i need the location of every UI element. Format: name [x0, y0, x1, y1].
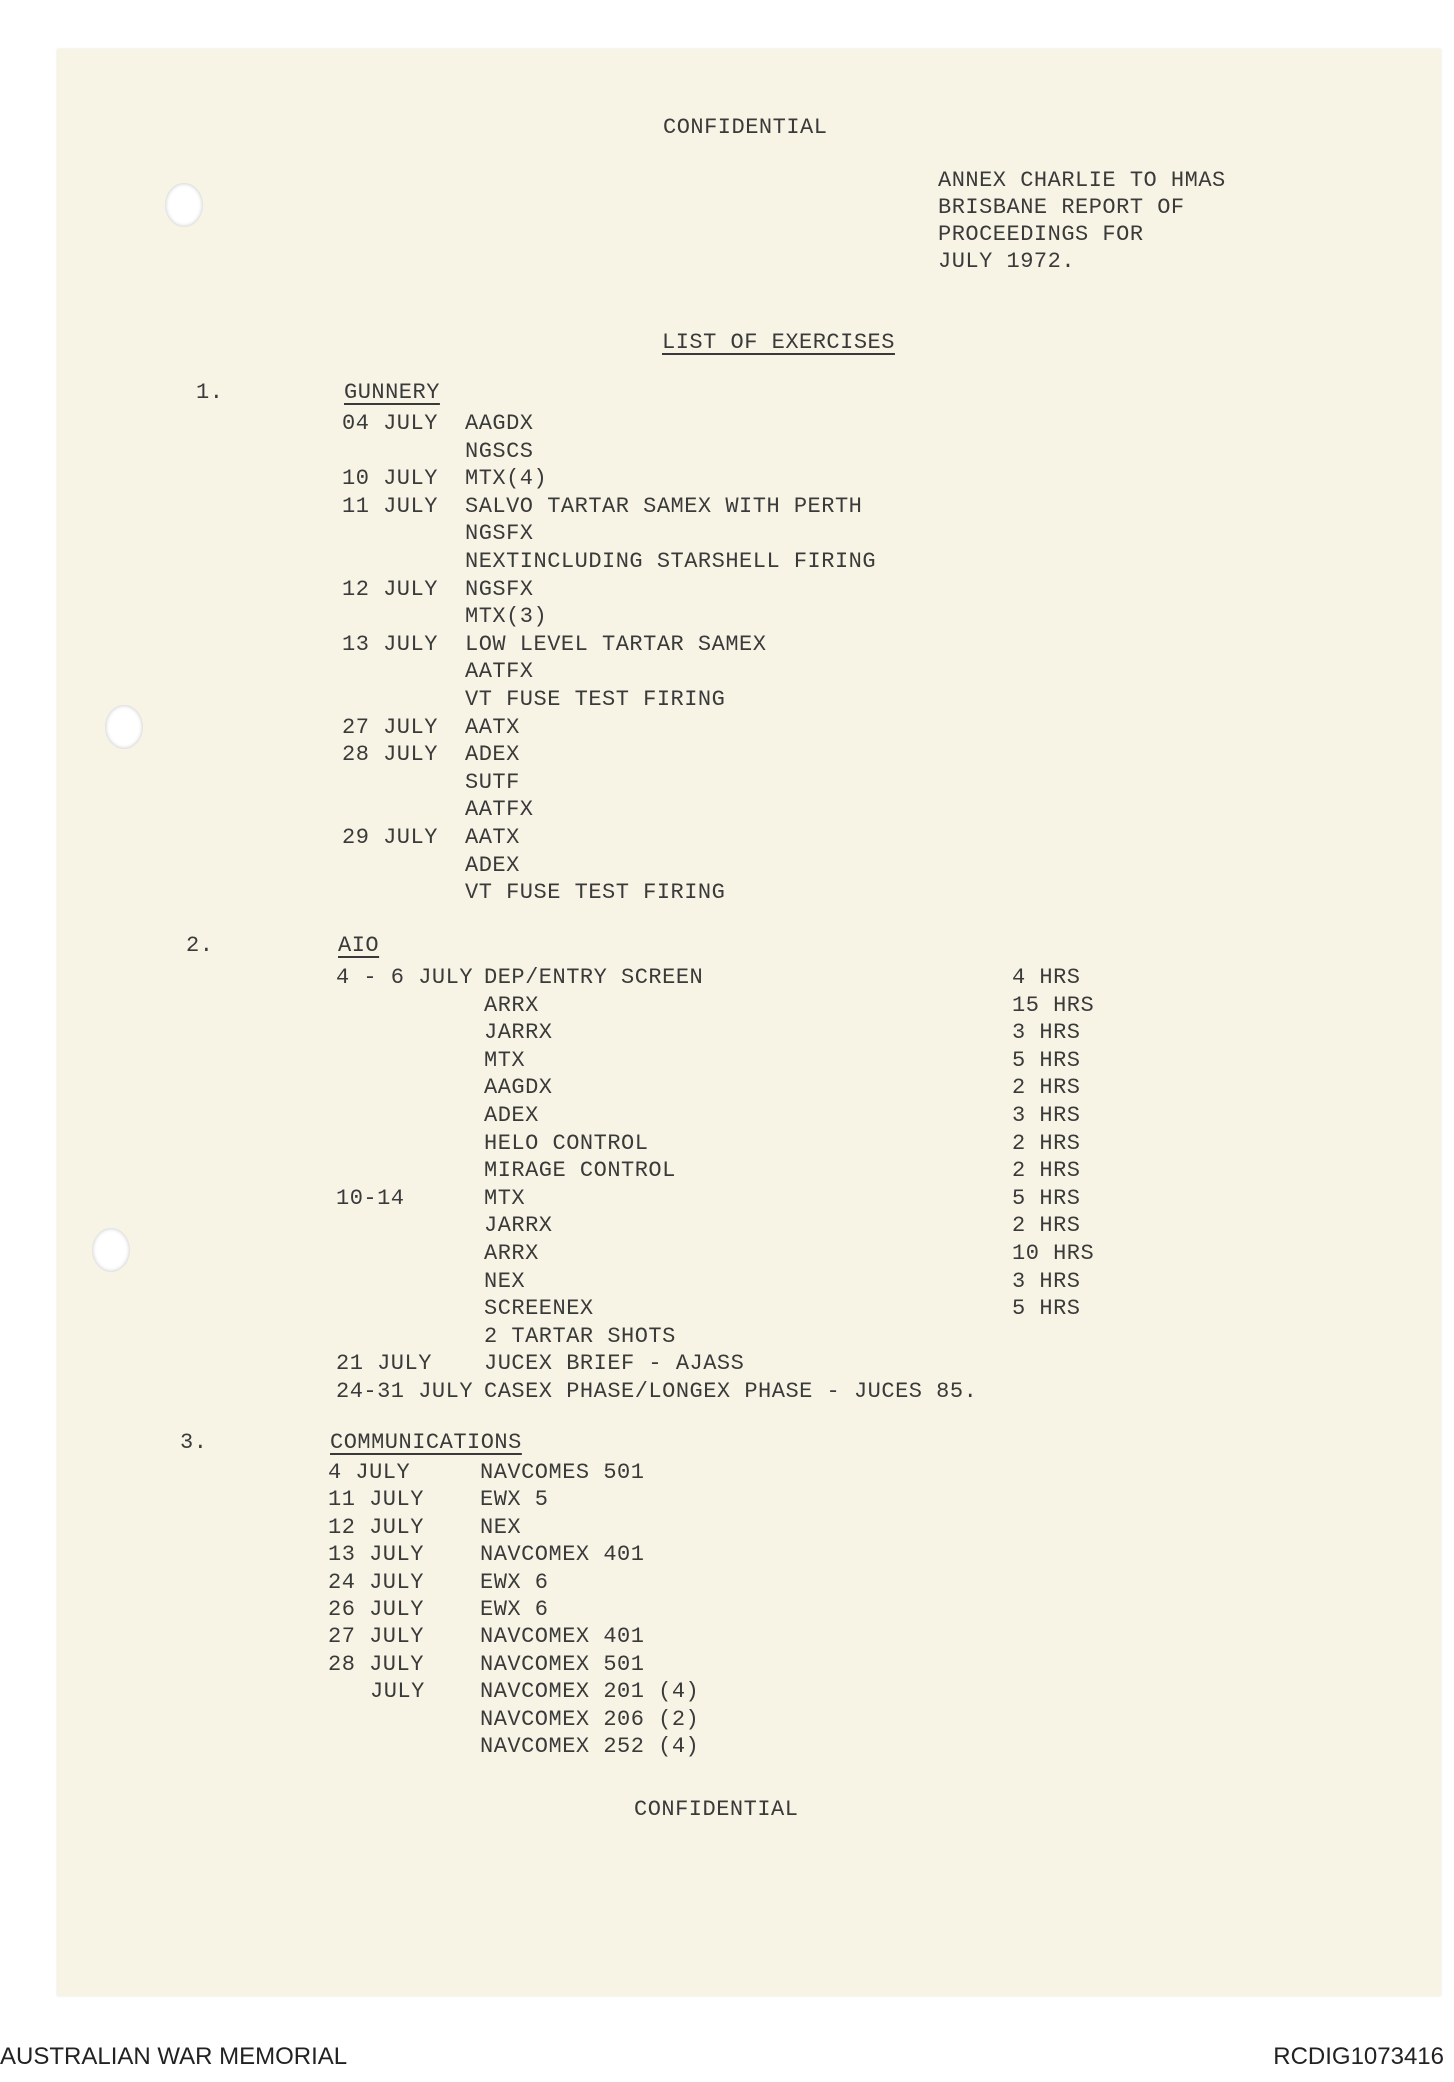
row-exercise: NEX — [480, 1514, 522, 1540]
row-exercise: AAGDX — [484, 1075, 553, 1101]
row-date: 10-14 — [336, 1185, 405, 1211]
row-date: 21 JULY — [336, 1351, 432, 1377]
row-exercise: EWX 6 — [480, 1569, 549, 1595]
row-hours: 10 HRS — [1012, 1241, 1095, 1266]
row-date: 24 JULY — [328, 1569, 424, 1595]
row-exercise: CASEX PHASE/LONGEX PHASE - JUCES 85. — [484, 1379, 978, 1404]
row-exercise: SALVO TARTAR SAMEX WITH PERTH — [465, 493, 863, 519]
classification-bottom: CONFIDENTIAL — [634, 1797, 799, 1822]
row-exercise: ADEX — [484, 1103, 539, 1128]
row-date: 27 JULY — [342, 714, 438, 740]
punch-hole-top — [165, 183, 203, 227]
row-date: 10 JULY — [342, 466, 438, 492]
row-date: 28 JULY — [342, 742, 438, 768]
row-exercise: JUCEX BRIEF - AJASS — [484, 1351, 745, 1377]
row-exercise: AATX — [465, 825, 520, 850]
footer-record-id: RCDIG1073416 — [1273, 2043, 1444, 2070]
row-exercise: AATFX — [465, 797, 534, 823]
row-exercise: NEXTINCLUDING STARSHELL FIRING — [465, 549, 877, 574]
row-exercise: 2 TARTAR SHOTS — [484, 1323, 676, 1349]
row-exercise: SCREENEX — [484, 1296, 594, 1322]
section-number: 3. — [180, 1430, 208, 1455]
row-exercise: JARRX — [484, 1213, 553, 1239]
row-hours: 15 HRS — [1012, 992, 1095, 1018]
annex-line-4: JULY 1972. — [938, 249, 1076, 274]
row-exercise: NGSFX — [465, 576, 534, 602]
row-date: 29 JULY — [342, 825, 438, 850]
row-exercise: AATFX — [465, 659, 534, 685]
row-hours: 5 HRS — [1012, 1185, 1081, 1211]
row-exercise: AATX — [465, 714, 520, 740]
punch-hole-bottom — [92, 1228, 130, 1272]
row-hours: 5 HRS — [1012, 1296, 1081, 1322]
row-exercise: ADEX — [465, 852, 520, 878]
row-exercise: ARRX — [484, 1241, 539, 1266]
row-exercise: MTX(3) — [465, 604, 548, 630]
row-date: 11 JULY — [328, 1487, 424, 1513]
row-exercise: NAVCOMEX 401 — [480, 1624, 645, 1650]
row-exercise: SUTF — [465, 769, 520, 795]
row-exercise: NAVCOMES 501 — [480, 1460, 645, 1485]
row-exercise: HELO CONTROL — [484, 1130, 649, 1156]
row-exercise: MTX(4) — [465, 466, 548, 492]
row-exercise: NAVCOMEX 501 — [480, 1651, 645, 1677]
punch-hole-middle — [105, 705, 143, 749]
row-exercise: NGSFX — [465, 521, 534, 547]
row-date: 04 JULY — [342, 411, 438, 436]
section-heading: AIO — [338, 933, 380, 958]
row-exercise: VT FUSE TEST FIRING — [465, 687, 726, 712]
row-date: 4 - 6 JULY — [336, 965, 474, 990]
row-hours: 4 HRS — [1012, 965, 1081, 990]
annex-line-2: BRISBANE REPORT OF — [938, 195, 1185, 220]
row-hours: 3 HRS — [1012, 1268, 1081, 1294]
row-exercise: AAGDX — [465, 411, 534, 436]
row-exercise: MTX — [484, 1185, 526, 1211]
row-date: JULY — [370, 1679, 425, 1705]
row-date: 28 JULY — [328, 1651, 424, 1677]
row-date: 4 JULY — [328, 1460, 411, 1485]
row-date: 12 JULY — [328, 1514, 424, 1540]
row-hours: 2 HRS — [1012, 1130, 1081, 1156]
row-exercise: VT FUSE TEST FIRING — [465, 880, 726, 906]
row-exercise: EWX 5 — [480, 1487, 549, 1513]
row-hours: 2 HRS — [1012, 1075, 1081, 1101]
annex-line-3: PROCEEDINGS FOR — [938, 222, 1144, 247]
section-heading: COMMUNICATIONS — [330, 1430, 522, 1455]
row-exercise: NAVCOMEX 401 — [480, 1542, 645, 1568]
row-hours: 5 HRS — [1012, 1047, 1081, 1073]
section-heading: GUNNERY — [344, 380, 440, 405]
footer-archive-name: AUSTRALIAN WAR MEMORIAL — [0, 2043, 348, 2070]
row-exercise: ARRX — [484, 992, 539, 1018]
row-exercise: NGSCS — [465, 438, 534, 464]
row-date: 11 JULY — [342, 493, 438, 519]
row-hours: 3 HRS — [1012, 1103, 1081, 1128]
row-hours: 3 HRS — [1012, 1020, 1081, 1046]
row-exercise: DEP/ENTRY SCREEN — [484, 965, 704, 990]
classification-top: CONFIDENTIAL — [663, 115, 828, 140]
section-number: 1. — [196, 380, 224, 405]
section-number: 2. — [186, 933, 214, 958]
row-exercise: NAVCOMEX 201 (4) — [480, 1679, 700, 1705]
row-exercise: JARRX — [484, 1020, 553, 1046]
row-date: 24-31 JULY — [336, 1379, 474, 1404]
row-date: 27 JULY — [328, 1624, 424, 1650]
row-exercise: NAVCOMEX 206 (2) — [480, 1706, 700, 1732]
row-date: 13 JULY — [328, 1542, 424, 1568]
annex-line-1: ANNEX CHARLIE TO HMAS — [938, 168, 1226, 193]
row-exercise: MIRAGE CONTROL — [484, 1158, 676, 1184]
row-exercise: NEX — [484, 1268, 526, 1294]
row-date: 13 JULY — [342, 631, 438, 657]
document-title: LIST OF EXERCISES — [662, 330, 895, 355]
row-exercise: ADEX — [465, 742, 520, 768]
row-date: 12 JULY — [342, 576, 438, 602]
row-exercise: LOW LEVEL TARTAR SAMEX — [465, 631, 767, 657]
row-date: 26 JULY — [328, 1597, 424, 1622]
row-exercise: NAVCOMEX 252 (4) — [480, 1734, 700, 1759]
row-exercise: EWX 6 — [480, 1597, 549, 1622]
row-hours: 2 HRS — [1012, 1213, 1081, 1239]
row-exercise: MTX — [484, 1047, 526, 1073]
row-hours: 2 HRS — [1012, 1158, 1081, 1184]
